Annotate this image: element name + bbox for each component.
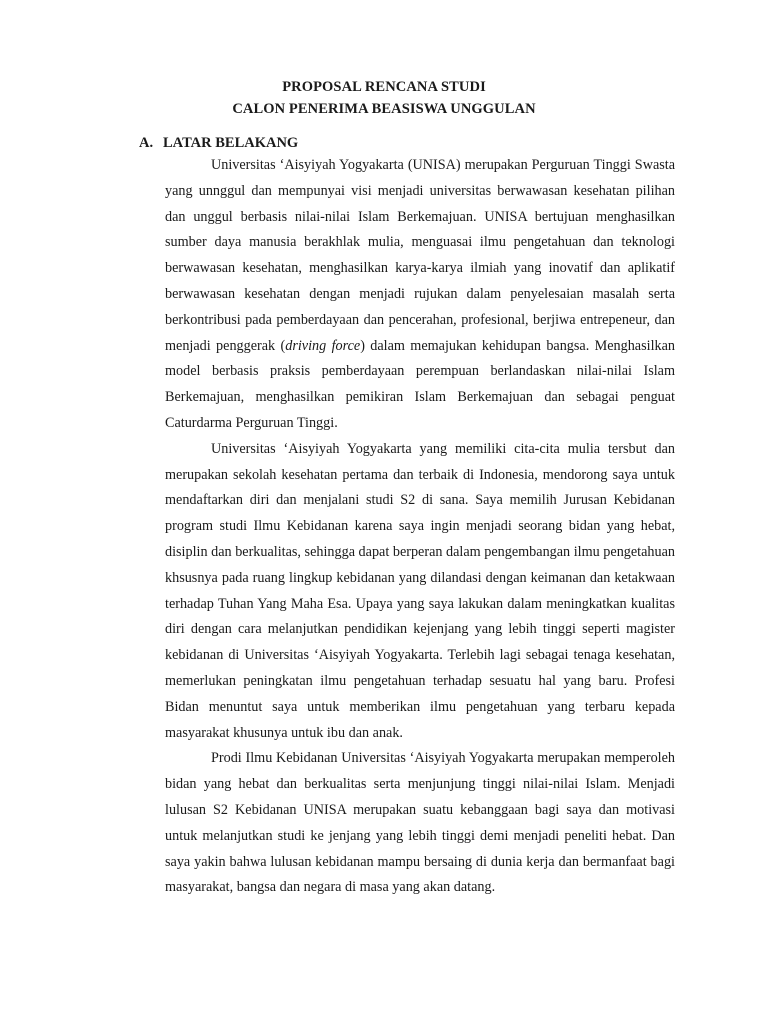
document-title-line-2: CALON PENERIMA BEASISWA UNGGULAN [232,101,536,117]
document-title-line-1: PROPOSAL RENCANA STUDI [282,79,486,95]
paragraph-1 [165,153,675,437]
section-body [165,153,675,901]
paragraph-1-italic-term: driving force [285,337,361,354]
section-number: A. [139,135,154,151]
paragraph-3: Prodi Ilmu Kebidanan Universitas ‘Aisyiyah Yogyakarta merupakan memperoleh bidan yang hebat dan berkualitas serta menjunjung tinggi nilai-nilai Islam. Menjadi lulusan S2 Kebidanan UNISA merupakan suatu kebanggaan bagi saya dan motivasi untuk melanjutkan studi ke jenjang yang lebih tinggi demi menjadi peneliti hebat. Dan saya yakin bahwa lulusan kebidanan mampu bersaing di dunia kerja dan bermanfaat bagi masyarakat, bangsa dan negara di masa yang akan datang. [165,750,675,896]
paragraph-1-part-1: Universitas ‘Aisyiyah Yogyakarta (UNISA) merupakan Perguruan Tinggi Swasta yang unnggul dan mempunyai visi menjadi universitas berwawasan kesehatan pilihan dan unggul berbasis nilai-nilai Islam Berkemajuan. UNISA bertujuan menghasilkan sumber daya manusia berakhlak mulia, menguasai ilmu pengetahuan dan teknologi berwawasan kesehatan, menghasilkan karya-karya ilmiah yang inovatif dan aplikatif berwawasan kesehatan dengan menjadi rujukan dalam penyelesaian masalah serta berkontribusi pada pemberdayaan dan pencerahan, profesional, berjiwa entrepeneur, dan menjadi penggerak ( [165,157,675,354]
paragraph-1-part-2: ) dalam memajukan kehidupan bangsa. Menghasilkan model berbasis praksis pemberdayaan perempuan berlandaskan nilai-nilai Islam Berkemajuan, menghasilkan pemikiran Islam Berkemajuan dan sebagai penguat Caturdarma Perguruan Tinggi. [165,337,675,431]
section-title: LATAR BELAKANG [163,135,299,151]
section-heading [139,135,298,152]
paragraph-2: Universitas ‘Aisyiyah Yogyakarta yang memiliki cita-cita mulia tersbut dan merupakan sekolah kesehatan pertama dan terbaik di Indonesia, mendorong saya untuk mendaftarkan diri dan menjalani studi S2 di sana. Saya memilih Jurusan Kebidanan program studi Ilmu Kebidanan karena saya ingin menjadi seorang bidan yang hebat, disiplin dan berkualitas, sehingga dapat berperan dalam pengembangan ilmu pengetahuan khsusnya pada ruang lingkup kebidanan yang dilandasi dengan keimanan dan ketakwaan terhadap Tuhan Yang Maha Esa. Upaya yang saya lakukan dalam meningkatkan kualitas diri dengan cara melanjutkan pendidikan kejenjang yang lebih tinggi seperti magister kebidanan di Universitas ‘Aisyiyah Yogyakarta. Terlebih lagi sebagai tenaga kesehatan, memerlukan peningkatan ilmu pengetahuan terhadap sesuatu hal yang baru. Profesi Bidan menuntut saya untuk memberikan ilmu pengetahuan yang terbaru kepada masyarakat khusunya untuk ibu dan anak. [165,440,675,741]
